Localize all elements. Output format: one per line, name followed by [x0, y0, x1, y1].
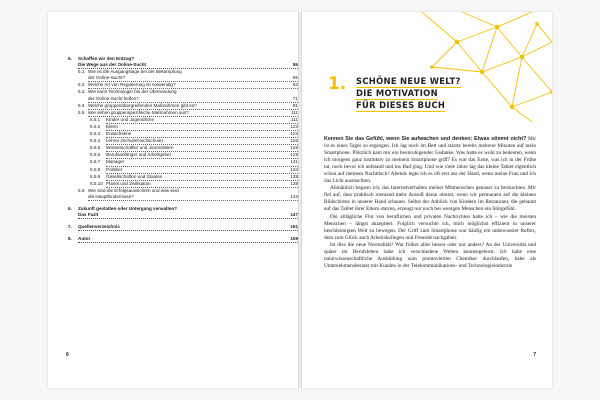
toc-page-number: 55	[292, 75, 298, 81]
toc-page-number: 111	[291, 109, 298, 115]
toc-page-number: 151	[290, 224, 298, 230]
toc-page-number: 134	[290, 166, 298, 172]
toc-chapter-title: Quellenverzeichnis	[78, 224, 120, 230]
toc-subentry	[68, 138, 298, 145]
toc-subentry	[68, 131, 298, 138]
toc-chapter-subtitle: Das Fazit	[78, 212, 99, 218]
toc-entry-line: Welche Art von Regulierung ist notwendig?	[88, 82, 176, 88]
toc-chapter-title: Schaffen wir den Entzug?	[78, 56, 135, 61]
toc-chapter-6-subtitle	[68, 212, 298, 219]
toc-chapter-title: Zukunft gestalten oder Untergang verwalten?	[78, 205, 178, 211]
toc-page-number: 129	[290, 152, 298, 158]
paragraph-text: Ist dies die neue Normalität? War früher alles besser oder nur anders? An der Universität und später im Berufsleben habe ich verschiedene Welten kennengelernt. Ich habe eine naturwissenschaftliche Ausbildung zum promovierten Chemiker durchlaufen, habe als Unternehmensberater mit Kunden in der Telekommunikations- und Technologieindustrie	[324, 241, 536, 269]
toc-subentry-number: 5.5.7	[90, 159, 101, 165]
toc-subentry-title: Manager	[106, 159, 125, 165]
toc-entry-number: 5.5	[78, 109, 85, 115]
paragraph	[324, 136, 536, 185]
toc-entry-number: 5.1	[78, 69, 85, 75]
toc-subentry-title: Wissenschaftler und Journalisten	[106, 145, 174, 151]
toc-subentry-title: Lehrer (Schule/Hochschule)	[106, 138, 163, 144]
toc-subentry-title: Gesellschaften und Staaten	[106, 173, 163, 179]
toc-subentry	[68, 145, 298, 152]
toc-page-number: 124	[290, 131, 298, 137]
toc-subentry-number: 5.5.1	[90, 116, 101, 122]
toc-subentry-number: 5.5.4	[90, 138, 101, 144]
toc-subentry-number: 5.5.5	[90, 145, 101, 151]
toc-chapter-subtitle: Die Wege aus der Online-Sucht	[78, 62, 147, 68]
toc-entry-line: der Online-Sucht?	[88, 75, 126, 81]
toc-chapter-number: 7.	[68, 224, 72, 230]
toc-entry-number: 5.4	[78, 102, 85, 108]
toc-page-number: 111	[291, 116, 298, 122]
toc-entry-line: Wie ist die Ausgangslage bei der Bekämpfung	[88, 69, 182, 75]
toc-subentry	[68, 152, 298, 159]
toc-entry-number: 5.2	[78, 82, 85, 88]
toc-subentry-number: 5.5.9	[90, 173, 101, 179]
toc-chapter-number: 6.	[68, 205, 72, 211]
toc-entry	[68, 89, 298, 102]
toc-subentry	[68, 124, 298, 131]
chapter-title-line: FÜR DIESES BUCH	[356, 100, 446, 110]
chapter-body	[324, 136, 536, 270]
toc-subentry-title: Kinder und Jugendliche	[106, 116, 155, 122]
toc-subentry-title: Berufsanfänger und Arbeitgeber	[106, 152, 172, 158]
toc-subentry-number: 5.5.2	[90, 123, 101, 129]
toc-page-number: 131	[290, 159, 298, 165]
toc-chapter-title: Autor	[78, 236, 91, 242]
toc-entry	[68, 103, 298, 110]
toc-entry-number: 5.6	[78, 187, 85, 193]
toc-page-number: 71	[292, 95, 298, 101]
toc-chapter-number: 5.	[68, 56, 72, 61]
toc-entry-line: Wie sind die Erfolgsaussichten und was sind	[88, 187, 179, 193]
paragraph	[324, 214, 536, 242]
toc-page-number: 139	[290, 180, 298, 186]
page-number: 6	[66, 352, 69, 358]
toc-entry-line: Wie kann Technologie bei der Überwindung	[88, 89, 177, 95]
toc-page-number: 159	[290, 236, 298, 242]
toc-subentry	[68, 117, 298, 124]
toc-entry-line: Welche gruppenübergreifenden Maßnahmen gibt es?	[88, 102, 197, 108]
toc-page-number: 138	[290, 173, 298, 179]
toc-subentry	[68, 181, 298, 188]
toc-subentry-title: Erwachsene	[106, 131, 132, 137]
toc-subentry-title: Politiker	[106, 166, 123, 172]
toc-subentry	[68, 167, 298, 174]
toc-page-number: 143	[290, 193, 298, 199]
paragraph-text: Mir ist es eines Tages so ergangen. Ich lag noch im Bett und starrte bereits mehrere Minuten auf mein Smartphone. Plötzlich kam mir ein beunruhigender Gedanke. Was hatte es wohl zu bedeuten, wenn ich morgens ganz instinktiv zu meinem Smartphone griff? Es war das Erste, was ich in der Frühe tat, noch bevor ich aufstand und ins Bad ging. Und wie viele Jahre lag das kleine Tablet eigentlich schon auf meinem Nachttisch? Abends legte ich es oft erst aus der Hand, wenn meine Frau und ich das Licht ausmachten.	[324, 136, 536, 185]
page-number: 7	[533, 352, 536, 358]
toc-page-number: 81	[292, 102, 298, 108]
toc-subentry-number: 5.5.6	[90, 152, 101, 158]
lead-sentence: Kennen Sie das Gefühl, wenn Sie aufwachen und denken: Etwas stimmt nicht?	[324, 136, 527, 142]
toc-page-number: 62	[292, 82, 298, 88]
chapter-title	[356, 76, 461, 112]
toc-page-number: 55	[292, 62, 298, 68]
toc-subentry-title: Planet und Zivilisation	[106, 180, 151, 186]
toc-entry-line: die Haupthindernisse?	[88, 193, 134, 199]
toc-page-number: 126	[290, 138, 298, 144]
toc-entry-line: Wie sehen gruppenspezifische Maßnahmen aus?	[88, 109, 189, 115]
paragraph-text: Die alltägliche Flut von beruflichen und privaten Nachrichten hatte ich – wie die meisten Menschen – längst akzeptiert. Folglich versuchte ich, mich möglichst effizient in unserer beschleunigten Welt zu bewegen. Der Griff zum Smartphone war häufig ein unbewusster Reflex, dem zum Glück auch Arbeitskollegen und Freunde nachgaben.	[324, 213, 536, 241]
toc-page-number: 128	[290, 145, 298, 151]
chapter-title-line: DIE MOTIVATION	[356, 88, 438, 98]
toc-subentry-number: 5.5.10	[90, 180, 103, 186]
chapter-number: 1.	[328, 74, 347, 94]
toc-chapter-5-subtitle	[68, 62, 298, 69]
toc-chapter-number: 8.	[68, 236, 72, 242]
toc-subentry	[68, 159, 298, 166]
toc-entry-number: 5.3	[78, 89, 85, 95]
toc-entry	[68, 110, 298, 117]
toc-subentry	[68, 174, 298, 181]
right-page	[302, 12, 552, 388]
paragraph-text: Allmählich begann ich, das Internetverhalten meiner Mitmenschen genauer zu beobachten. Mir fiel auf, dass praktisch niemand mehr Anstoß daran nimmt, wenn wir permanent auf die kleinen Bildschirme in unserer Hand schauen. Selbst der Anblick von Kindern im Restaurant, die gebannt auf das Tablet ihrer Eltern starren, erzeugt nur noch bei wenigen Menschen ein Störgefühl.	[324, 185, 536, 213]
toc-subentry-title: Eltern	[106, 123, 119, 129]
toc-page-number: 123	[290, 123, 298, 129]
toc-page-number: 147	[290, 212, 298, 218]
chapter-title-line: SCHÖNE NEUE WELT?	[356, 76, 461, 86]
left-page	[48, 12, 298, 388]
toc-entry-line: der Online-Sucht helfen?	[88, 95, 139, 101]
paragraph	[324, 185, 536, 213]
toc-subentry-number: 5.5.3	[90, 131, 101, 137]
toc-subentry-number: 5.5.8	[90, 166, 101, 172]
toc-chapter-7	[68, 224, 298, 231]
toc-entry	[68, 188, 298, 201]
toc-entry	[68, 69, 298, 82]
paragraph	[324, 242, 536, 270]
table-of-contents	[68, 56, 298, 243]
toc-chapter-8	[68, 236, 298, 243]
